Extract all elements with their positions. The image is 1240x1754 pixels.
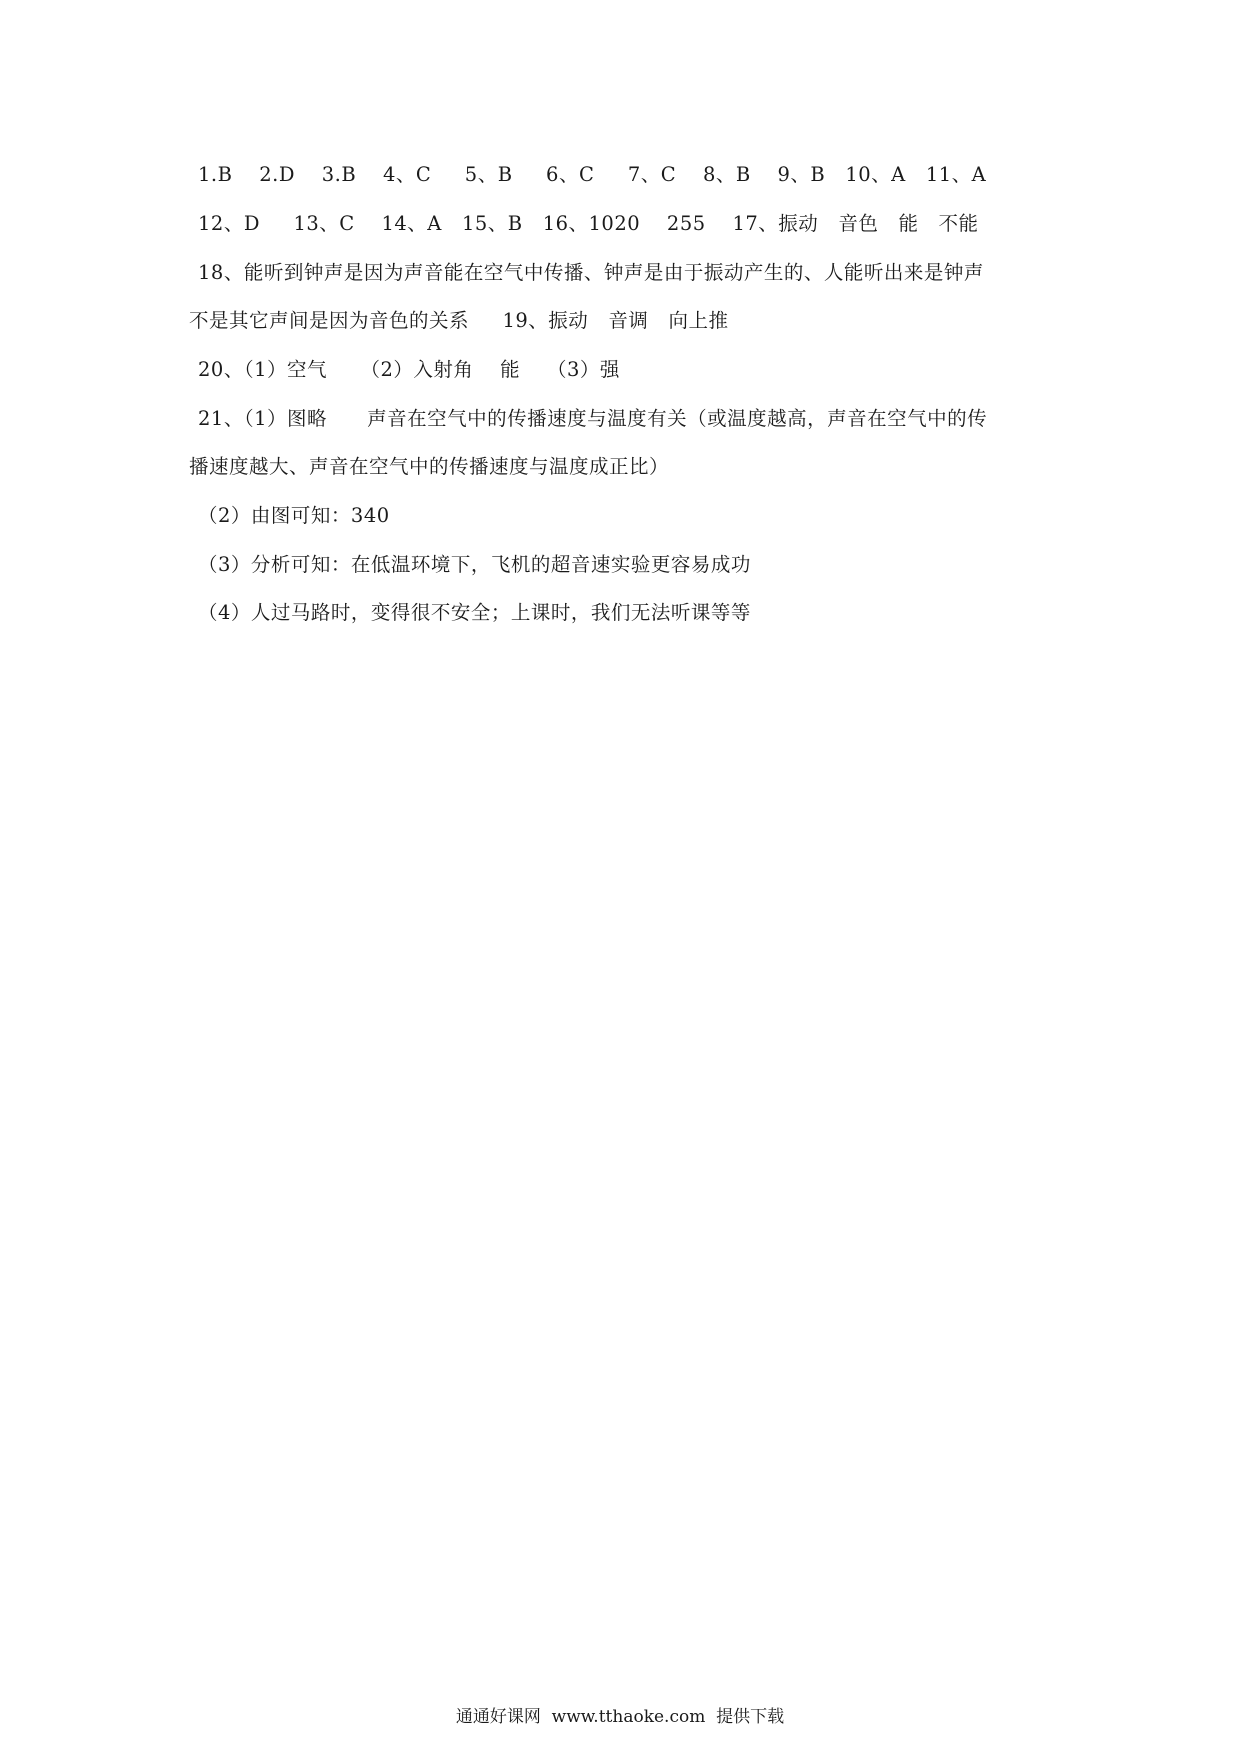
answer-line-12-17: 12、D 13、C 14、A 15、B 16、1020 255 17、振动 音色 能 不能 xyxy=(198,212,979,235)
answer-line-21-2: （2）由图可知：340 xyxy=(198,504,390,527)
answer-line-18: 18、能听到钟声是因为声音能在空气中传播、钟声是由于振动产生的、人能听出来是钟声 xyxy=(198,261,984,284)
answer-line-choices-1-11: 1.B 2.D 3.B 4、C 5、B 6、C 7、C 8、B 9、B 10、A 11、A xyxy=(198,163,987,186)
answer-line-21-1: 21、（1）图略 声音在空气中的传播速度与温度有关（或温度越高，声音在空气中的传 xyxy=(198,407,988,430)
page-footer: 通通好课网 www.tthaoke.com 提供下载 xyxy=(455,1707,785,1727)
answer-line-21-4: （4）人过马路时，变得很不安全；上课时，我们无法听课等等 xyxy=(198,601,751,624)
answer-line-21-3: （3）分析可知：在低温环境下，飞机的超音速实验更容易成功 xyxy=(198,553,751,576)
answer-line-20: 20、（1）空气 （2）入射角 能 （3）强 xyxy=(198,358,620,381)
answer-line-21-1-cont: 播速度越大、声音在空气中的传播速度与温度成正比） xyxy=(189,455,670,478)
answer-line-18-19: 不是其它声间是因为音色的关系 19、振动 音调 向上推 xyxy=(189,309,729,332)
